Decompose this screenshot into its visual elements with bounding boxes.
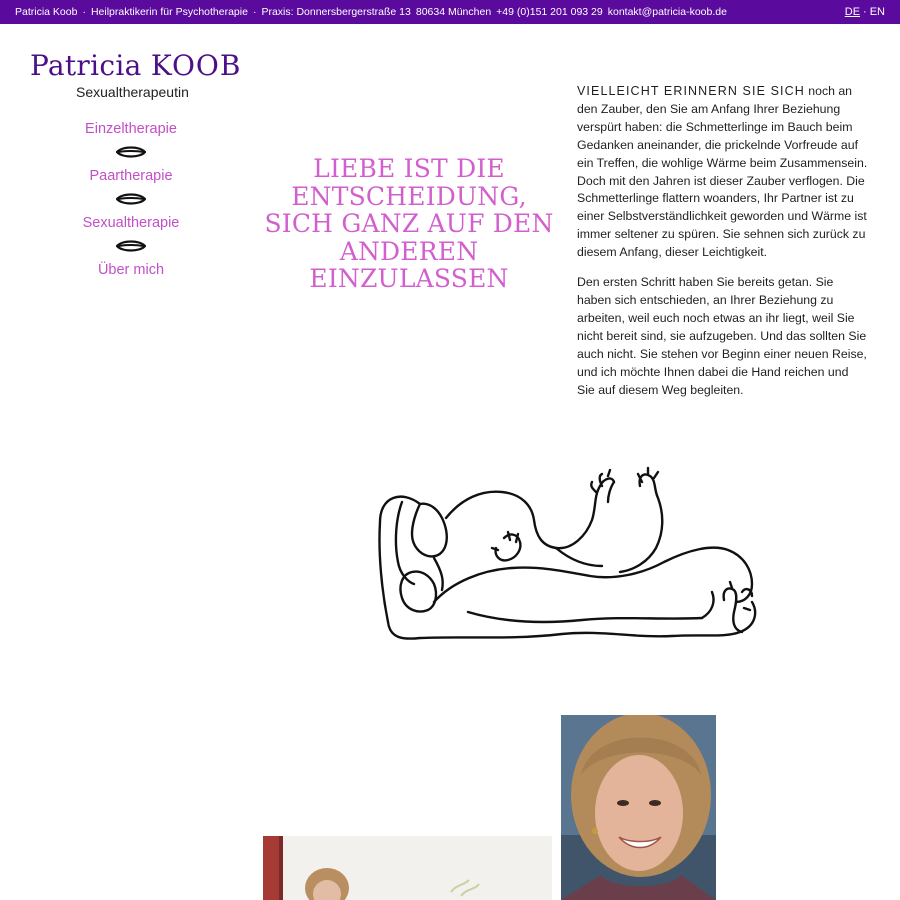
lips-icon	[116, 146, 146, 158]
page-headline: LIEBE IST DIE ENTSCHEIDUNG, SICH GANZ AUF DEN ANDEREN EINZULASSEN	[264, 154, 554, 293]
intro-paragraph-1-text: noch an den Zauber, den Sie am Anfang Ihrer Beziehung verspürt haben: die Schmetterlinge im Bauch beim Gedanken aneinander, die prickelnde Vorfreude auf ein Treffen, die wohlige Wärme beim Zusammensein. Doch mit den Jahren ist dieser Zauber verflogen. Die Schmetterlinge flattern woanders, Ihr Partner ist zu einer Selbstverständlichkeit geworden und Wärme ist immer seltener zu spüren. Sie sehnen sich zurück zu diesem Anfang, dieser Leichtigkeit.	[577, 84, 868, 260]
main-nav	[40, 117, 222, 282]
practice-room-photo	[263, 836, 552, 900]
topbar-email[interactable]: kontakt@patricia-koob.de	[607, 6, 727, 18]
site-logo[interactable]	[30, 50, 240, 100]
lang-de-link[interactable]: DE	[844, 6, 861, 18]
lips-icon	[116, 240, 146, 252]
logo-subtitle: Sexualtherapeutin	[76, 84, 189, 100]
lips-icon	[116, 193, 146, 205]
topbar-name: Patricia Koob	[15, 6, 78, 18]
lang-separator: ·	[863, 6, 867, 18]
logo-first-name: Patricia	[30, 49, 142, 82]
top-bar	[0, 0, 900, 24]
contact-info	[15, 6, 732, 18]
embracing-couple-illustration	[372, 462, 764, 652]
intro-text	[577, 83, 869, 411]
topbar-address: Praxis: Donnersbergerstraße 13	[261, 6, 411, 18]
intro-lead: VIELLEICHT ERINNERN SIE SICH	[577, 84, 805, 98]
lang-en-link[interactable]: EN	[869, 6, 885, 18]
logo-surname: KOOB	[150, 49, 242, 82]
intro-paragraph-1	[577, 83, 869, 262]
topbar-dot: ·	[252, 6, 257, 18]
topbar-phone[interactable]: +49 (0)151 201 093 29	[496, 6, 603, 18]
intro-paragraph-2: Den ersten Schritt haben Sie bereits getan. Sie haben sich entschieden, an Ihrer Beziehung zu arbeiten, weil euch noch etwas an ihr liegt, weil Sie nicht bereit sind, sie aufzugeben. Und das sollten Sie auch nicht. Sie stehen vor Beginn einer neuen Reise, und ich möchte Ihnen dabei die Hand reichen und Sie auf diesem Weg begleiten.	[577, 275, 867, 397]
nav-item-ueber-mich[interactable]: Über mich	[97, 262, 165, 278]
topbar-city: 80634 München	[415, 6, 492, 18]
portrait-photo	[561, 715, 716, 900]
topbar-profession: Heilpraktikerin für Psychotherapie	[90, 6, 248, 18]
nav-item-sexualtherapie[interactable]: Sexualtherapie	[82, 215, 180, 231]
language-switcher	[845, 6, 885, 18]
nav-item-einzeltherapie[interactable]: Einzeltherapie	[85, 121, 177, 137]
logo-wordmark	[30, 50, 240, 82]
nav-item-paartherapie[interactable]: Paartherapie	[89, 168, 173, 184]
topbar-dot: ·	[82, 6, 86, 18]
